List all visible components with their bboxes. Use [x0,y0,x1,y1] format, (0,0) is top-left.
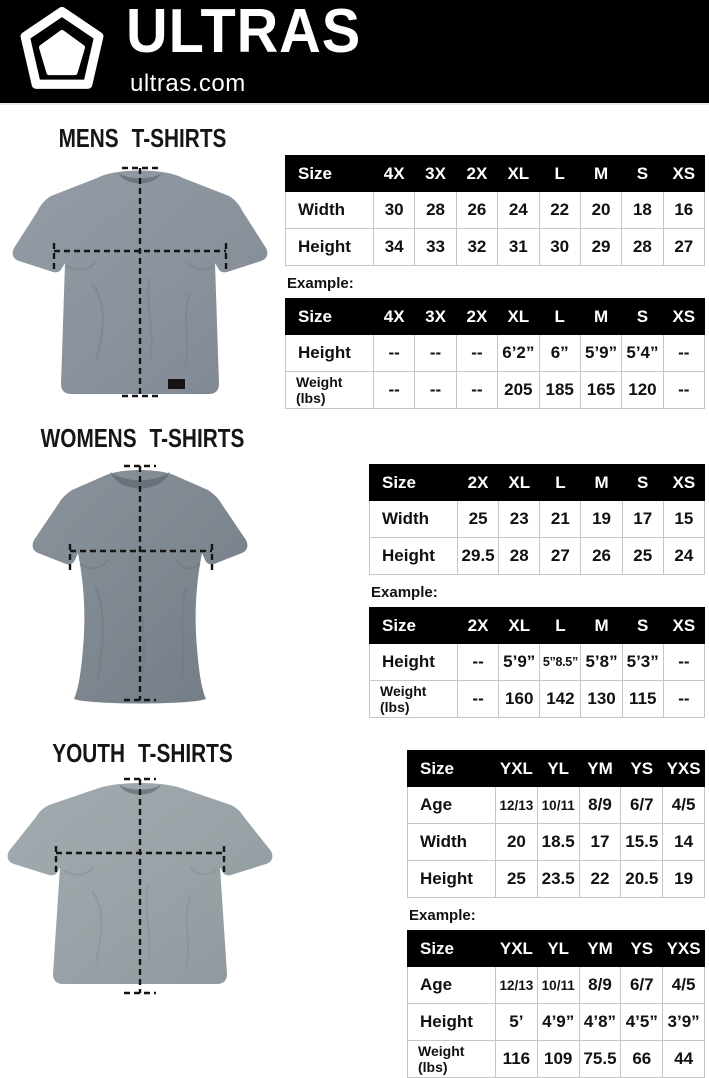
site-url: ultras.com [130,70,246,97]
value-cell: 10/11 [537,787,579,824]
youth-section-heading: YOUTH T-SHIRTS [52,738,233,769]
table-row-height [408,1004,705,1041]
hem-tag [168,379,185,389]
size-column-header: Size [408,751,496,787]
womens-left-column [0,419,285,711]
size-header-l: L [539,156,580,192]
womens-shirt-wrap [0,456,285,711]
size-header-s: S [622,465,663,501]
site-header [0,0,709,105]
value-cell: 44 [663,1041,705,1078]
size-header-2x: 2X [458,608,499,644]
row-label: Height [286,335,374,372]
size-header-yxl: YXL [496,751,538,787]
row-label: Weight (lbs) [370,681,458,718]
size-header-yl: YL [537,931,579,967]
mens-section-heading: MENS T-SHIRTS [58,123,227,153]
value-cell: 15 [663,501,704,538]
value-cell: 21 [540,501,581,538]
value-cell: 23.5 [537,861,579,898]
table-row-weight-lbs [286,372,705,409]
size-column-header: Size [370,465,458,501]
value-cell: 24 [498,192,539,229]
value-cell: 4/5 [663,787,705,824]
value-cell: -- [374,372,415,409]
value-cell: -- [458,681,499,718]
value-cell: -- [663,372,704,409]
size-header-xl: XL [498,299,539,335]
value-cell: 6/7 [621,967,663,1004]
size-header-3x: 3X [415,299,456,335]
value-cell: 20.5 [621,861,663,898]
row-label: Height [286,229,374,266]
mens-left-column [0,119,285,411]
womens-tshirt-image [0,456,285,706]
womens-example-label: Example: [371,584,438,601]
value-cell: 26 [581,538,622,575]
value-cell: 66 [621,1041,663,1078]
pentagon-badge-icon [16,7,108,99]
value-cell: -- [415,335,456,372]
size-header-row [370,465,705,501]
value-cell: 142 [540,681,581,718]
value-cell: 185 [539,372,580,409]
value-cell: 5’8” [581,644,622,681]
table-row-age [408,967,705,1004]
size-header-xs: XS [663,156,704,192]
size-header-xl: XL [499,608,540,644]
value-cell: 116 [496,1041,538,1078]
table-row-height [370,538,705,575]
value-cell: 5’3” [622,644,663,681]
table-row-weight-lbs [370,681,705,718]
value-cell: 29.5 [458,538,499,575]
brand-name: ULTRAS [126,0,362,66]
size-header-l: L [540,608,581,644]
value-cell: 25 [622,538,663,575]
value-cell: 5’9” [499,644,540,681]
value-cell: 6/7 [621,787,663,824]
value-cell: 5’4” [622,335,663,372]
value-cell: -- [456,335,497,372]
value-cell: 12/13 [496,967,538,1004]
mens-example-label: Example: [287,275,354,292]
size-header-ys: YS [621,751,663,787]
value-cell: 205 [498,372,539,409]
value-cell: 28 [415,192,456,229]
size-header-row [286,156,705,192]
value-cell: 160 [499,681,540,718]
section-youth [0,734,709,1078]
size-header-ym: YM [579,931,621,967]
size-header-xs: XS [663,465,704,501]
youth-left-column [0,734,285,1011]
mens-shirt-wrap [0,156,285,411]
row-label: Height [408,861,496,898]
value-cell: 5”8.5” [540,644,581,681]
size-header-xl: XL [498,156,539,192]
size-column-header: Size [408,931,496,967]
table-row-height [286,229,705,266]
value-cell: 18.5 [537,824,579,861]
size-header-row [408,751,705,787]
mens-example-table [285,298,705,409]
size-header-xs: XS [663,299,704,335]
size-header-m: M [580,156,621,192]
value-cell: 19 [581,501,622,538]
size-header-4x: 4X [374,156,415,192]
value-cell: 165 [580,372,621,409]
value-cell: 28 [622,229,663,266]
womens-example-table [369,607,705,718]
size-header-m: M [581,465,622,501]
size-header-ys: YS [621,931,663,967]
value-cell: -- [374,335,415,372]
womens-tables-column [285,464,709,718]
value-cell: 5’ [496,1004,538,1041]
value-cell: 19 [663,861,705,898]
value-cell: 4’5” [621,1004,663,1041]
value-cell: 16 [663,192,704,229]
size-header-4x: 4X [374,299,415,335]
table-row-height [370,644,705,681]
value-cell: -- [663,681,704,718]
size-header-s: S [622,156,663,192]
youth-tables-column [285,750,709,1078]
youth-size-table [407,750,705,898]
table-row-width [370,501,705,538]
table-row-width [408,824,705,861]
size-column-header: Size [370,608,458,644]
size-column-header: Size [286,299,374,335]
value-cell: 22 [579,861,621,898]
mens-size-table [285,155,705,266]
value-cell: 30 [539,229,580,266]
value-cell: 27 [540,538,581,575]
womens-size-table [369,464,705,575]
row-label: Weight (lbs) [286,372,374,409]
section-mens [0,119,709,411]
value-cell: 120 [622,372,663,409]
table-row-height [408,861,705,898]
size-header-ym: YM [579,751,621,787]
row-label: Age [408,787,496,824]
row-label: Weight (lbs) [408,1041,496,1078]
value-cell: 75.5 [579,1041,621,1078]
table-row-width [286,192,705,229]
value-cell: 8/9 [579,967,621,1004]
size-header-yxl: YXL [496,931,538,967]
value-cell: -- [415,372,456,409]
size-header-l: L [539,299,580,335]
size-header-2x: 2X [458,465,499,501]
value-cell: 14 [663,824,705,861]
youth-shirt-wrap [0,771,285,1011]
table-row-height [286,335,705,372]
value-cell: 17 [579,824,621,861]
size-column-header: Size [286,156,374,192]
value-cell: 109 [537,1041,579,1078]
size-header-yxs: YXS [663,931,705,967]
row-label: Width [370,501,458,538]
value-cell: 25 [458,501,499,538]
value-cell: 29 [580,229,621,266]
row-label: Height [370,644,458,681]
size-header-row [286,299,705,335]
value-cell: 10/11 [537,967,579,1004]
value-cell: 6” [539,335,580,372]
value-cell: 34 [374,229,415,266]
row-label: Height [408,1004,496,1041]
size-header-yl: YL [537,751,579,787]
value-cell: -- [663,335,704,372]
mens-tshirt-image [0,156,285,406]
value-cell: 22 [539,192,580,229]
value-cell: 12/13 [496,787,538,824]
value-cell: 28 [499,538,540,575]
value-cell: 17 [622,501,663,538]
youth-example-label: Example: [409,907,476,925]
value-cell: 25 [496,861,538,898]
size-header-xs: XS [663,608,704,644]
row-label: Width [408,824,496,861]
row-label: Width [286,192,374,229]
table-row-weight-lbs [408,1041,705,1078]
row-label: Age [408,967,496,1004]
value-cell: -- [458,644,499,681]
value-cell: -- [663,644,704,681]
value-cell: 20 [496,824,538,861]
size-header-m: M [581,608,622,644]
size-header-yxs: YXS [663,751,705,787]
value-cell: 27 [663,229,704,266]
value-cell: 115 [622,681,663,718]
youth-tshirt-image [0,771,285,1006]
mens-tables-column [285,155,709,409]
value-cell: 23 [499,501,540,538]
value-cell: -- [456,372,497,409]
table-row-age [408,787,705,824]
value-cell: 4’9” [537,1004,579,1041]
value-cell: 3’9” [663,1004,705,1041]
size-header-row [370,608,705,644]
value-cell: 4’8” [579,1004,621,1041]
youth-example-table [407,930,705,1078]
size-header-3x: 3X [415,156,456,192]
size-header-2x: 2X [456,156,497,192]
size-header-s: S [622,299,663,335]
value-cell: 130 [581,681,622,718]
size-header-m: M [580,299,621,335]
value-cell: 6’2” [498,335,539,372]
value-cell: 8/9 [579,787,621,824]
value-cell: 32 [456,229,497,266]
value-cell: 33 [415,229,456,266]
value-cell: 31 [498,229,539,266]
section-womens [0,419,709,718]
value-cell: 18 [622,192,663,229]
value-cell: 24 [663,538,704,575]
value-cell: 4/5 [663,967,705,1004]
value-cell: 15.5 [621,824,663,861]
value-cell: 20 [580,192,621,229]
value-cell: 5’9” [580,335,621,372]
size-header-l: L [540,465,581,501]
size-header-s: S [622,608,663,644]
value-cell: 30 [374,192,415,229]
value-cell: 26 [456,192,497,229]
womens-section-heading: WOMENS T-SHIRTS [40,423,245,453]
size-header-2x: 2X [456,299,497,335]
size-header-xl: XL [499,465,540,501]
size-header-row [408,931,705,967]
row-label: Height [370,538,458,575]
